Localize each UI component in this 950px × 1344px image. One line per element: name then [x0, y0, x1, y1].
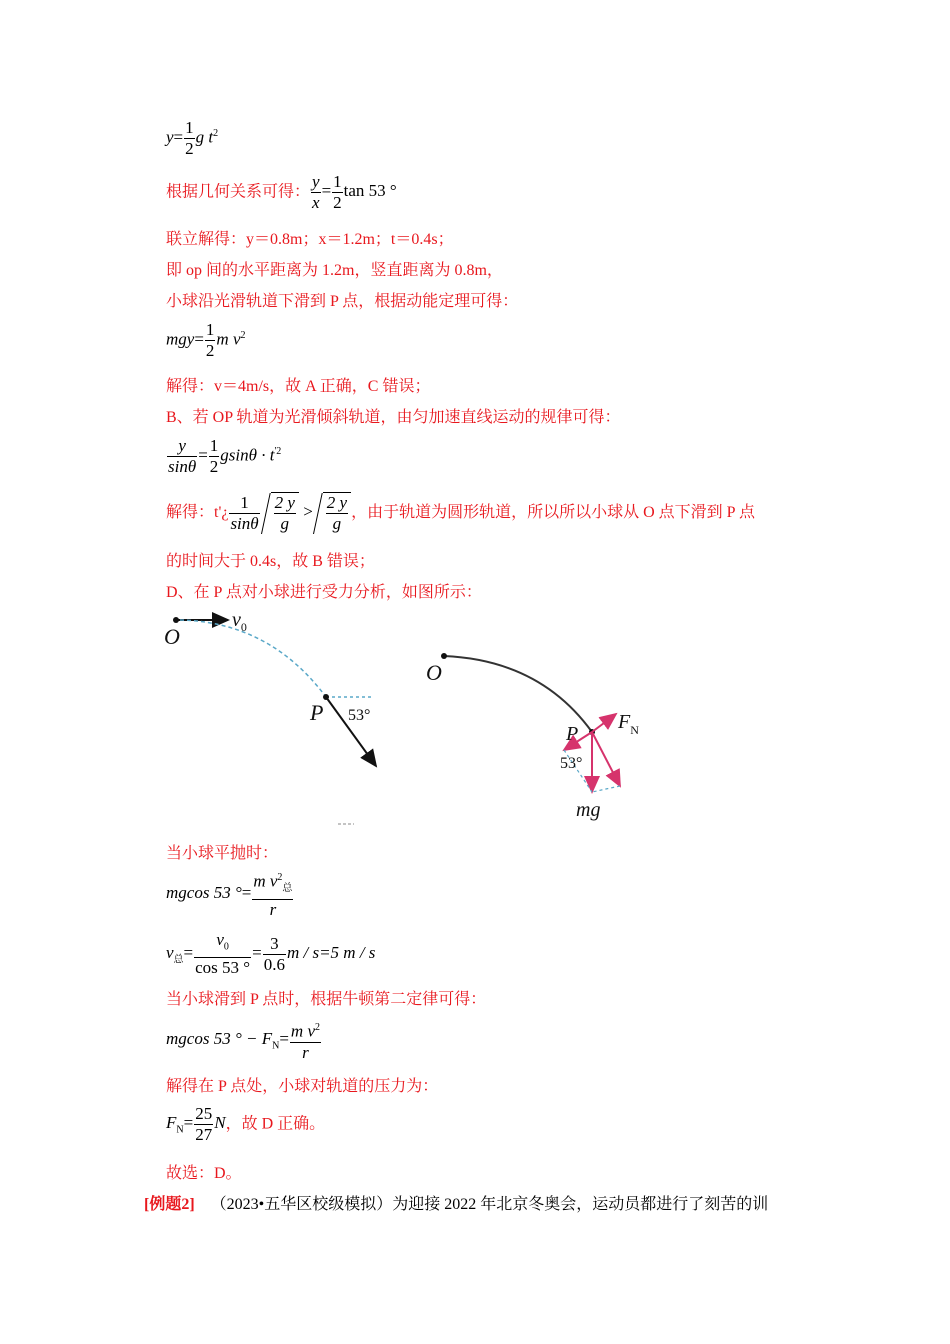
- equation-mgcos-projectile: mgcos 53 °= $\frac{m v^2_总}{r}$: [166, 868, 294, 920]
- option-d-line: D、在 P 点对小球进行受力分析，如图所示：: [166, 584, 482, 601]
- solve-line-1: 联立解得：y＝0.8m；x＝1.2m；t＝0.4s；: [166, 231, 454, 248]
- label-o-right: O: [426, 660, 442, 685]
- label-angle-right: 53°: [560, 755, 583, 772]
- example-text: （2023•五华区校级模拟）为迎接 2022 年北京冬奥会，运动员都进行了刻苦的训: [210, 1196, 769, 1213]
- label-p-right: P: [566, 723, 579, 745]
- label-v0: $v_0$: [232, 609, 247, 634]
- example-label: [例题2]: [144, 1196, 195, 1213]
- circular-track: [444, 656, 592, 732]
- equation-mgy: mgy= $\frac{1}{2}$ m $v^2$: [166, 320, 246, 360]
- answer-line: 故选：D。: [166, 1165, 242, 1182]
- force-analysis-figure: [160, 600, 660, 832]
- label-angle-left: 53°: [348, 707, 371, 724]
- equation-inclined: $\frac{y}{\sin\theta}$ = $\frac{1}{2}$ $gsin\theta \cdot t^{'2}$: [168, 436, 282, 476]
- equation-mgcos-minus-fn: mgcos 53 ° − $F_N=$ $\frac{m v^2}{r}$: [166, 1018, 322, 1063]
- fn-arrow: [592, 714, 616, 732]
- projectile-case-line: 当小球平抛时：: [166, 845, 279, 862]
- pressure-line: 解得在 P 点处，小球对轨道的压力为：: [166, 1078, 439, 1095]
- label-mg: mg: [576, 799, 601, 821]
- equation-y-half-gt2: y= $\frac{1}{2}$ g $t^2$: [166, 118, 219, 158]
- equation-v-total: $v_总=$ $\frac{v_0}{\cos 53 ^\circ}$ = $\frac{3}{0.6}$ m / s=5 m / s: [166, 930, 376, 978]
- distance-line: 即 op 间的水平距离为 1.2m，竖直距离为 0.8m，: [166, 262, 503, 279]
- result-v-line: 解得：v＝4m/s，故 A 正确，C 错误；: [166, 378, 431, 395]
- label-fn: $F_N$: [618, 711, 639, 737]
- newton-second-law-line: 当小球滑到 P 点时，根据牛顿第二定律可得：: [166, 991, 487, 1008]
- geometry-relation-line: 根据几何关系可得： $\frac{y}{x}$ = $\frac{1}{2}$ tan 53 °: [166, 172, 397, 212]
- component-arrow: [592, 732, 620, 786]
- energy-theorem-line: 小球沿光滑轨道下滑到 P 点，根据动能定理可得：: [166, 293, 519, 310]
- parabola-dashed: [180, 620, 326, 697]
- solve-t-prime-line: 解得：t'¿ $\frac{1}{\sin\theta}$ $\frac{2 y}{g}$ > $\frac{2 y}{g}$ ，由于轨道为圆形轨道，所以所以小球从 O 点下滑到 P 点: [166, 492, 755, 533]
- label-o-left: O: [164, 624, 180, 649]
- time-greater-line: 的时间大于 0.4s，故 B 错误；: [166, 553, 375, 570]
- option-b-line: B、若 OP 轨道为光滑倾斜轨道，由匀加速直线运动的规律可得：: [166, 409, 621, 426]
- label-p-left: P: [310, 700, 324, 725]
- point-o-right: [441, 653, 447, 659]
- example-2-line: [144, 1191, 768, 1214]
- equation-fn-result: $F_N=$ $\frac{25}{27}$ N，故 D 正确。: [166, 1104, 326, 1144]
